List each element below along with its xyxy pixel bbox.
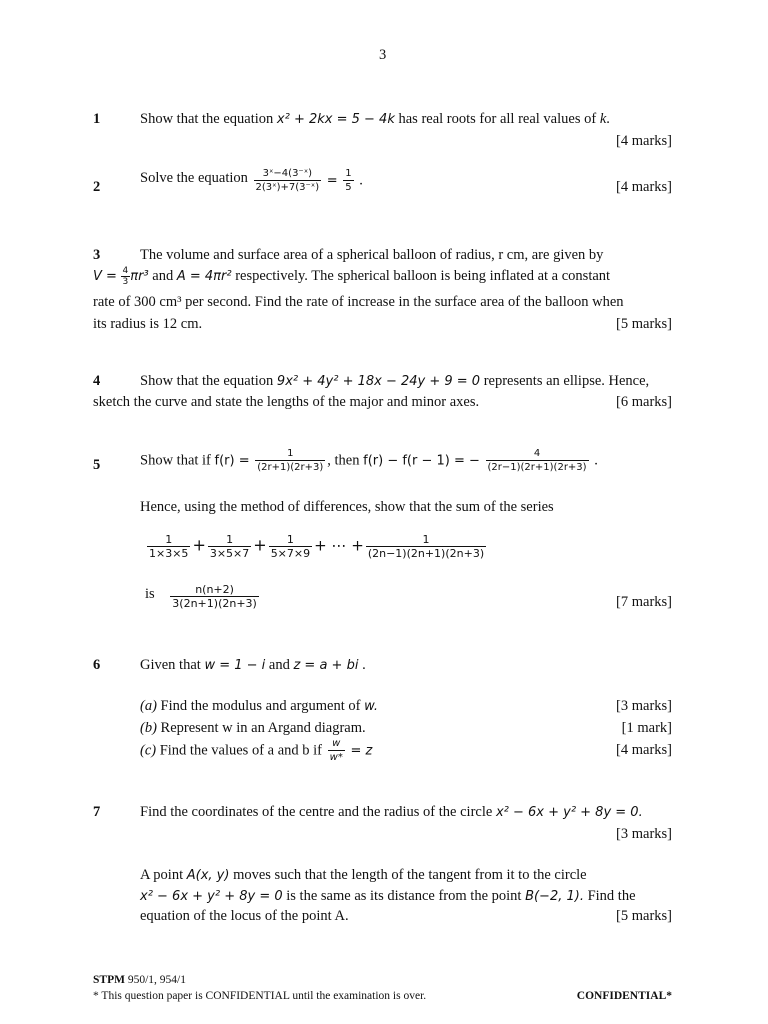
footer-note: * This question paper is CONFIDENTIAL until the examination is over.: [93, 990, 427, 1002]
q2-text: Solve the equation: [140, 170, 248, 187]
q5-sum-fraction: [170, 584, 259, 610]
q6-and: and: [268, 657, 290, 673]
q5-sum: [145, 584, 261, 610]
q6-c-rhs: = z: [350, 743, 373, 759]
q7-equation: x² − 6x + y² + 8y = 0.: [495, 805, 643, 820]
q5-f-fraction: [255, 448, 325, 474]
q3-v-num: 4: [122, 266, 129, 276]
q7-p2-l2-c: Find the: [587, 888, 636, 904]
question-text: [93, 247, 603, 264]
q5-plus: +: [253, 535, 267, 555]
q5-t3-den: 5×7×9: [270, 547, 311, 560]
marks: [4 marks]: [616, 742, 672, 758]
marks: [1 mark]: [621, 720, 672, 736]
q5-t1-num: 1: [165, 533, 173, 546]
question-number: 2: [93, 179, 101, 195]
question-text: [140, 804, 643, 821]
q5-text-a: Show that if: [140, 452, 211, 469]
q5-series: [145, 534, 488, 560]
q5-line2: Hence, using the method of differences, show that the sum of the series: [140, 499, 554, 515]
q5-t2-num: 1: [226, 533, 234, 546]
q2-fraction: [254, 168, 322, 194]
q6-a-text: Find the modulus and argument of: [160, 698, 361, 714]
q5-f-num: 1: [287, 448, 294, 459]
q5-term-n: [366, 534, 486, 560]
q5-s-den: 3(2n+1)(2n+3): [172, 597, 257, 610]
q4-text-b: represents an ellipse. Hence,: [483, 373, 650, 389]
q7-p2-eq: x² − 6x + y² + 8y = 0: [140, 889, 283, 904]
question-number: 7: [93, 804, 101, 820]
q5-t2-den: 3×5×7: [209, 547, 250, 560]
question-number: 5: [93, 457, 101, 473]
q7-part2-line3: equation of the locus of the point A.: [140, 908, 349, 924]
question-text: Solve the equation $\frac{\text{3ˣ−4(3⁻ˣ)}}{\text{2(3ˣ)+7(3⁻ˣ)}}$ = $\frac{1}{5}$ .: [140, 168, 363, 193]
q2-rhs-fraction: [343, 168, 353, 194]
q2-equals: =: [326, 173, 338, 189]
q5-t3-num: 1: [286, 533, 294, 546]
q3-v-fraction: [121, 266, 131, 287]
q7-point-a: A(x, y): [186, 868, 230, 883]
q1-var: k: [599, 111, 607, 127]
q5-term1: [147, 534, 190, 560]
q6-a-var: w.: [364, 699, 379, 714]
marks: [3 marks]: [616, 826, 672, 842]
q5-plus: +: [192, 535, 206, 555]
q1-equation: x² + 2kx = 5 − 4k: [276, 112, 395, 127]
q5-f-lhs: f(r) =: [214, 453, 250, 469]
q3-line4: its radius is 12 cm.: [93, 316, 203, 332]
q7-p2-l1-b: moves such that the length of the tangent from it to the circle: [233, 867, 587, 883]
q3-v-den: 3: [122, 277, 129, 287]
q7-part2-line2: [140, 888, 636, 905]
q3-a-eq: A = 4πr²: [176, 268, 232, 284]
marks: [7 marks]: [616, 594, 672, 610]
q1-text-b: has real roots for all real values of: [398, 111, 597, 127]
q6-w-eq: w = 1 − i: [204, 658, 266, 673]
q5-f-den: (2r+1)(2r+3): [257, 462, 324, 473]
q5-tn-num: 1: [422, 533, 430, 546]
question-text: Show that if f(r) = $\frac{1}{(2r+1)(2r+3)}$ , then f(r) − f(r − 1) = − $\frac{4}{(2r-1)(2r+1)(2r+3)}$ .: [140, 448, 598, 473]
q5-s-num: n(n+2): [195, 583, 234, 596]
marks: [5 marks]: [616, 316, 672, 332]
q7-part2-line1: [140, 867, 587, 884]
q7-point-b: B(−2, 1).: [525, 889, 584, 904]
footer-code-text: 950/1, 954/1: [127, 974, 186, 986]
q4-line2: sketch the curve and state the lengths of the major and minor axes.: [93, 394, 480, 410]
marks: [5 marks]: [616, 908, 672, 924]
q6-z-eq: z = a + bi: [293, 658, 359, 673]
q3-line3: rate of 300 cm³ per second. Find the rate of increase in the surface area of the balloon when: [93, 294, 624, 310]
q5-diff-lhs: f(r) − f(r − 1) = −: [363, 453, 480, 469]
question-number: 4: [93, 373, 101, 389]
q5-d-num: 4: [533, 448, 541, 459]
q5-tn-den: (2n−1)(2n+1)(2n+3): [367, 547, 485, 560]
question-number: 1: [93, 111, 101, 127]
footer-code: [93, 974, 186, 986]
q3-v-rhs: πr³: [130, 268, 149, 284]
q5-term2: [208, 534, 251, 560]
q6-c-num: w: [332, 738, 341, 749]
q2-frac-num: 3ˣ−4(3⁻ˣ): [262, 168, 313, 179]
q3-line2: [93, 266, 610, 287]
q5-is: is: [145, 586, 155, 603]
q1-text-a: Show that the equation: [140, 111, 274, 127]
q5-t1-den: 1×3×5: [149, 547, 189, 560]
q5-diff-fraction: [486, 448, 589, 474]
q3-v-lhs: V =: [93, 268, 117, 284]
footer-confidential: CONFIDENTIAL*: [576, 990, 672, 1002]
q5-d-den: (2r−1)(2r+1)(2r+3): [487, 462, 587, 473]
q2-rhs-den: 5: [345, 182, 352, 193]
q6-part-b: [140, 720, 366, 737]
q7-p2-l2-b: is the same as its distance from the point: [286, 888, 522, 904]
q6-a-label: (a): [140, 698, 157, 714]
marks: [4 marks]: [616, 133, 672, 149]
q6-part-c: [140, 738, 372, 764]
q5-dots: + ⋯ +: [314, 536, 364, 555]
q6-c-label: (c): [140, 742, 157, 759]
question-text: Show that the equation x² + 2kx = 5 − 4k has real roots for all real values of k.: [140, 111, 610, 127]
question-text: [93, 373, 649, 390]
q3-and: and: [152, 267, 174, 284]
q6-c-fraction: [328, 738, 345, 764]
q4-equation: 9x² + 4y² + 18x − 24y + 9 = 0: [276, 374, 481, 389]
q4-text-a: Show that the equation: [140, 373, 274, 389]
marks: [6 marks]: [616, 394, 672, 410]
question-number: 3: [93, 247, 101, 263]
q3-line1: The volume and surface area of a spherical balloon of radius, r cm, are given by: [140, 247, 604, 263]
q6-text-a: Given that: [140, 657, 201, 673]
q6-c-text: Find the values of a and b if: [159, 742, 323, 759]
q7-text: Find the coordinates of the centre and the radius of the circle: [140, 804, 493, 820]
marks: [3 marks]: [616, 698, 672, 714]
footer-code-bold: STPM: [93, 974, 125, 986]
question-text: Given that w = 1 − i and z = a + bi .: [140, 657, 366, 673]
q6-b-label: (b): [140, 720, 157, 736]
question-number: 6: [93, 657, 101, 673]
page-number: 3: [379, 47, 387, 63]
marks: [4 marks]: [616, 179, 672, 195]
q2-rhs-num: 1: [345, 168, 352, 179]
q2-frac-den: 2(3ˣ)+7(3⁻ˣ): [255, 182, 320, 193]
q6-c-den: w*: [329, 752, 343, 763]
q5-term3: [269, 534, 312, 560]
q6-b-text: Represent w in an Argand diagram.: [160, 720, 366, 736]
q5-text-b: , then: [327, 452, 360, 469]
q3-line2-end: respectively. The spherical balloon is being inflated at a constant: [235, 267, 611, 284]
q6-part-a: [140, 698, 378, 715]
q7-p2-l1-a: A point: [140, 867, 184, 883]
